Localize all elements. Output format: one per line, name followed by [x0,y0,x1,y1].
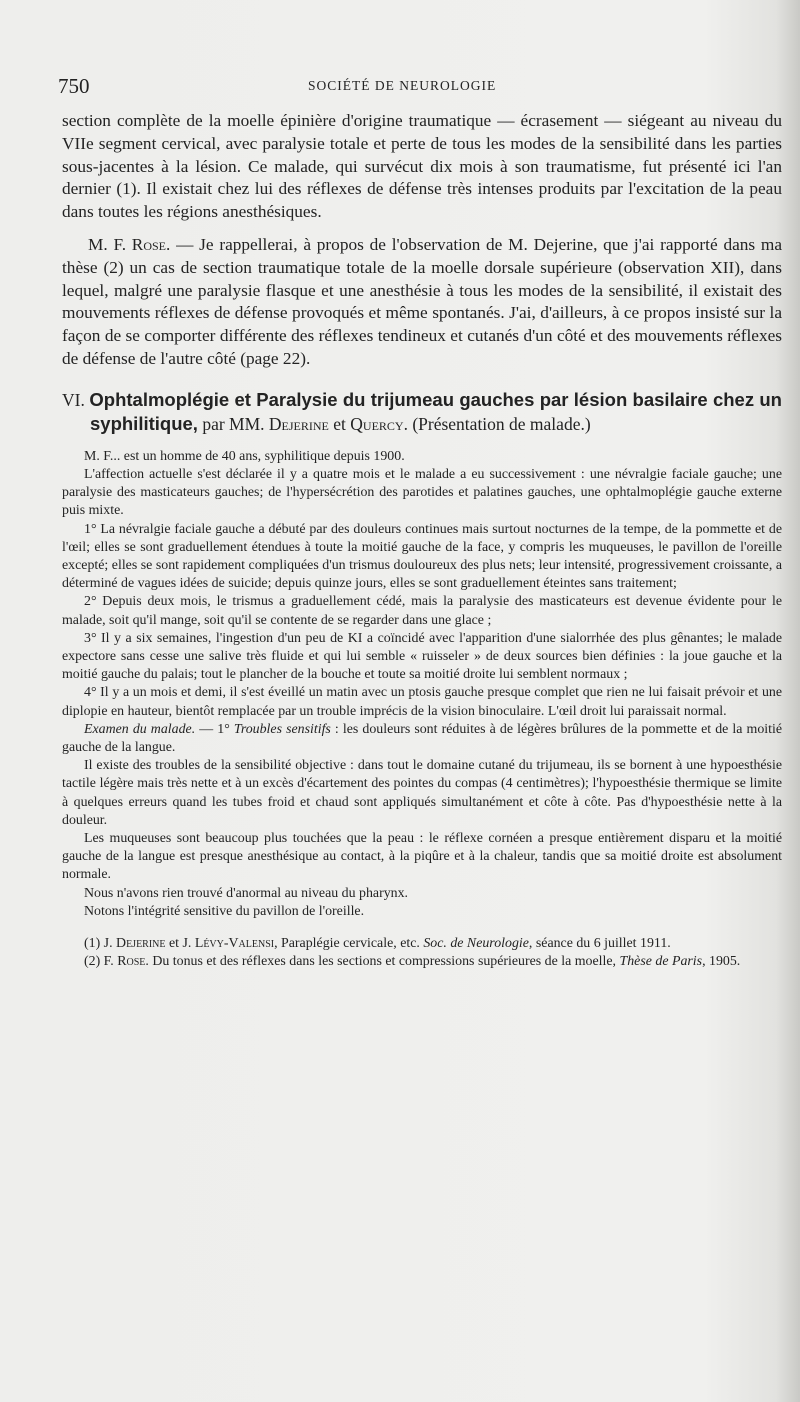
footnote-text: et J. [165,936,195,952]
intro-paragraph: section complète de la moelle épinière d'origine traumatique — écrasement — siégeant au niveau du VIIe segment cervical, avec paralysie totale et perte de tous les modes de la sensibilité dans les parties sous-jacentes à la lésion. Ce malade, qui survécut dix mois à son traumatisme, fut présenté ici l'an dernier (1). Il existait chez lui des réflexes de défense très intenses produits par l'excitation de la peau dans toutes les régions anesthésiques. [62,111,782,222]
journal-title: SOCIÉTÉ DE NEUROLOGIE [308,78,497,93]
case-paragraph: 4° Il y a un mois et demi, il s'est éveillé un matin avec un ptosis gauche presque complet que rien ne lui faisait prévoir et une diplopie en hauteur, bientôt remplacée par un trouble imprécis de la vision binoculaire. L'œil droit lui paraissait normal. [62,685,782,719]
case-paragraph: L'affection actuelle s'est déclarée il y a quatre mois et le malade a eu successivement : une névralgie faciale gauche; une paralysie des masticateurs gauches; de l'hypersécrétion des parotides et palatines gauches, une ophtalmoplégie gauche externe puis mixte. [62,466,782,519]
rose-paragraph [62,234,782,371]
case-paragraph: Nous n'avons rien trouvé d'anormal au niveau du pharynx. [84,885,409,901]
rose-text: — Je rappellerai, à propos de l'observation de M. Dejerine, que j'ai rapporté dans ma thèse (2) un cas de section traumatique totale de la moelle dorsale supérieure (observation XII), dans lequel, malgré une paralysie flasque et une anesthésie à tous les modes de la sensibilité, il existait des mouvements réflexes de défense provoqués et même spontanés. J'ai, d'ailleurs, à ce propos insisté sur la façon de se comporter différente des réflexes tendineux et cutanés d'un côté et des mouvements réflexes de défense de l'autre côté (page 22). [62,234,783,368]
footnotes [62,935,782,971]
exam-sublabel: Troubles sensitifs [233,721,331,737]
case-paragraph: 1° La névralgie faciale gauche a débuté par des douleurs continues mais surtout nocturnes de la tempe, de la pommette et de l'œil; elles se sont graduellement étendues à toute la moitié gauche de la face, y compris les muqueuses, le pavillon de l'oreille excepté; elles se sont rapidement compliquées d'un trismus douloureux des plus nets; leur intensité, progressivement croissante, a déterminé de vagues idées de suicide; depuis quinze jours, elles se sont graduellement éteintes sans traitement; [62,521,782,592]
exam-text: : les douleurs sont réduites à de légères brûlures de la pommette et de la moitié gauche de la langue. [62,721,783,756]
case-paragraph: 3° Il y a six semaines, l'ingestion d'un peu de KI a coïncidé avec l'apparition d'une sialorrhée des plus gênantes; le malade expectore sans cesse une salive très fluide et qui lui semble « ruisseler » de deux sources bien définies : la joue gauche et la moitié gauche du palais; tout le plancher de la bouche et toute sa moitié droite lui semblent normaux ; [62,630,782,683]
exam-label: Examen du malade. [84,721,196,737]
case-paragraph: Il existe des troubles de la sensibilité objective : dans tout le domaine cutané du trijumeau, ils se bornent à une hypoesthésie tactile légère mais très nette et à un excès d'écartement des pointes du compas (4 centimètres); l'hypoesthésie thermique se limite à quelques erreurs quand les tubes froid et chaud sont appliqués simultanément et côte à côte. Pas d'hypoesthésie nette à la douleur. [62,758,782,828]
section-number: VI. [62,389,85,410]
author-quercy: Quercy [350,413,404,434]
case-paragraph: Notons l'intégrité sensitive du pavillon de l'oreille. [84,903,365,919]
author-dejerine: Dejerine [268,413,329,434]
case-paragraph: 2° Depuis deux mois, le trismus a graduellement cédé, mais la paralysie des masticateurs est devenue évidente pour le malade, soit qu'il mange, soit qu'il se contente de se regarder dans une glace ; [62,594,782,628]
section-and: et [328,413,351,434]
footnote-mark: (2) F. [84,954,118,970]
case-paragraph: M. F... est un homme de 40 ans, syphilitique depuis 1900. [84,448,405,464]
case-paragraph: Les muqueuses sont beaucoup plus touchées que la peau : le réflexe cornéen a presque entièrement disparu et la moitié gauche de la langue est presque anesthésique au contact, à la piqûre et à la chaleur, tandis que sa moitié droite est absolument normale. [62,831,782,883]
section-by: par MM. [197,413,269,434]
footnote-2 [62,953,782,971]
section-heading [62,388,782,436]
exam-paragraph [62,721,782,757]
running-header [58,74,800,96]
footnote-thesis: Thèse de Paris [619,954,703,970]
footnote-author: Rose [117,954,146,970]
section-presentation: . (Présentation de malade.) [403,413,591,434]
page-body [62,110,782,971]
footnote-journal: Soc. de Neurologie [423,936,529,952]
exam-sep: — 1° [195,721,234,737]
section-title: Ophtalmoplégie et Paralysie du trijumeau gauches par lésion basilaire chez un syphilitique, [89,388,782,434]
footnote-mark: (1) J. [84,936,117,952]
footnote-author: Dejerine [116,936,166,952]
footnote-text: . Du tonus et des réflexes dans les sections et compressions supérieures de la moelle, [145,954,620,970]
page-number: 750 [58,74,90,98]
rose-speaker: M. F. Rose. [88,234,171,254]
footnote-text: , Paraplégie cervicale, etc. [274,936,424,952]
footnote-text: , séance du 6 juillet 1911. [528,936,671,952]
footnote-author: Lévy-Valensi [194,936,275,952]
footnote-1 [62,935,782,953]
footnote-text: , 1905. [702,954,741,970]
